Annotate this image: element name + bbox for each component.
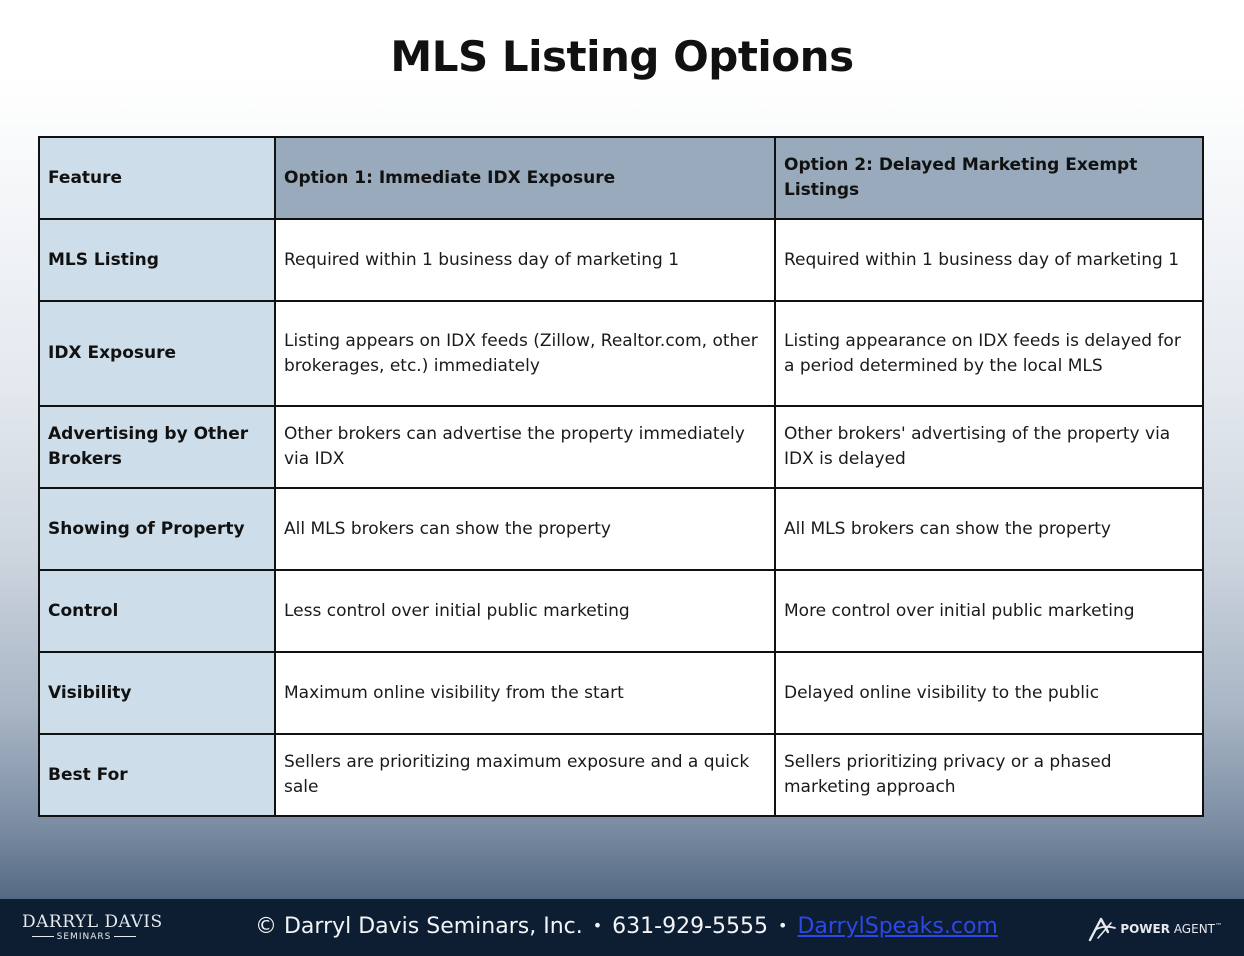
- option-1-cell: Listing appears on IDX feeds (Zillow, Realtor.com, other brokerages, etc.) immediately: [275, 301, 775, 406]
- darryl-davis-logo: [22, 912, 163, 943]
- table-row: [39, 301, 1203, 406]
- copyright-text: © Darryl Davis Seminars, Inc.: [255, 914, 583, 939]
- wordmark-agent: AGENT: [1173, 922, 1215, 936]
- feature-cell: Advertising by Other Brokers: [39, 406, 275, 488]
- option-2-cell: Other brokers' advertising of the property via IDX is delayed: [775, 406, 1203, 488]
- feature-cell: Best For: [39, 734, 275, 816]
- option-1-cell: Other brokers can advertise the property immediately via IDX: [275, 406, 775, 488]
- option-2-cell: Delayed online visibility to the public: [775, 652, 1203, 734]
- option-2-cell: Listing appearance on IDX feeds is delayed for a period determined by the local MLS: [775, 301, 1203, 406]
- option-1-cell: Maximum online visibility from the start: [275, 652, 775, 734]
- table-row: [39, 652, 1203, 734]
- table-row: [39, 219, 1203, 301]
- option-1-cell: All MLS brokers can show the property: [275, 488, 775, 570]
- footer-bar: [0, 899, 1244, 956]
- logo-rule-left: [32, 936, 54, 937]
- website-link[interactable]: DarrylSpeaks.com: [797, 914, 998, 939]
- power-agent-wordmark: [1120, 922, 1222, 936]
- comparison-table: [38, 136, 1204, 817]
- feature-cell: MLS Listing: [39, 219, 275, 301]
- wordmark-power: POWER: [1120, 922, 1170, 936]
- feature-cell: Control: [39, 570, 275, 652]
- logo-rule-right: [114, 936, 136, 937]
- power-agent-logo-icon: [1087, 916, 1117, 942]
- header-option-1: Option 1: Immediate IDX Exposure: [275, 137, 775, 219]
- logo-subtitle: SEMINARS: [56, 932, 112, 942]
- footer-contact-line: [255, 911, 998, 942]
- option-2-cell: All MLS brokers can show the property: [775, 488, 1203, 570]
- trademark-mark: ™: [1215, 922, 1222, 930]
- table-row: [39, 488, 1203, 570]
- power-agent-logo: [1087, 915, 1222, 943]
- logo-name: DARRYL DAVIS: [22, 912, 163, 932]
- option-2-cell: Required within 1 business day of marketing 1: [775, 219, 1203, 301]
- feature-cell: Visibility: [39, 652, 275, 734]
- page-title: MLS Listing Options: [390, 32, 854, 81]
- phone-number: 631-929-5555: [612, 914, 769, 939]
- table-row: [39, 570, 1203, 652]
- option-2-cell: Sellers prioritizing privacy or a phased marketing approach: [775, 734, 1203, 816]
- logo-subtitle-row: [22, 931, 146, 943]
- bullet-separator: •: [592, 916, 603, 935]
- option-2-cell: More control over initial public marketing: [775, 570, 1203, 652]
- header-feature: Feature: [39, 137, 275, 219]
- option-1-cell: Less control over initial public marketing: [275, 570, 775, 652]
- option-1-cell: Required within 1 business day of marketing 1: [275, 219, 775, 301]
- feature-cell: IDX Exposure: [39, 301, 275, 406]
- table-header-row: [39, 137, 1203, 219]
- table-row: [39, 406, 1203, 488]
- table-row: [39, 734, 1203, 816]
- header-option-2: Option 2: Delayed Marketing Exempt Listings: [775, 137, 1203, 219]
- bullet-separator: •: [778, 916, 788, 935]
- option-1-cell: Sellers are prioritizing maximum exposure and a quick sale: [275, 734, 775, 816]
- feature-cell: Showing of Property: [39, 488, 275, 570]
